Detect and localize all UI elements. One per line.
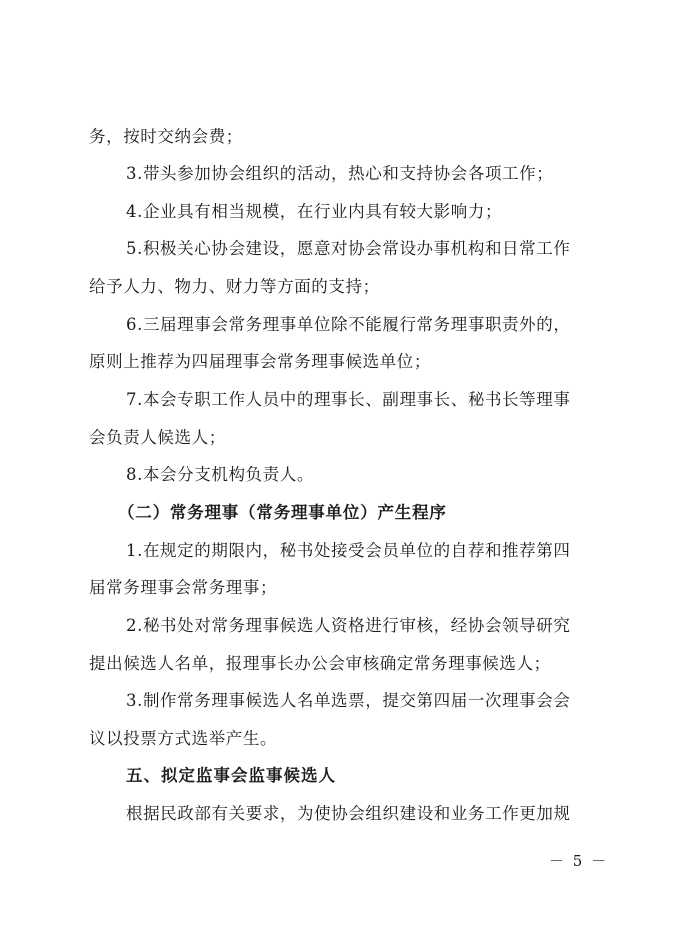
- body-paragraph: 根据民政部有关要求，为使协会组织建设和业务工作更加规: [126, 804, 571, 823]
- list-item-5-continued: 给予人力、物力、财力等方面的支持；: [89, 277, 380, 296]
- body-text-line: 务，按时交纳会费；: [89, 127, 243, 146]
- list-item-7: 7.本会专职工作人员中的理事长、副理事长、秘书长等理事: [126, 390, 571, 409]
- list-item-3: 3.带头参加协会组织的活动，热心和支持协会各项工作；: [126, 164, 554, 183]
- page-number: － 5 －: [549, 852, 609, 870]
- procedure-item-3-continued: 议以投票方式选举产生。: [89, 729, 278, 748]
- section-subheading: （二）常务理事（常务理事单位）产生程序: [118, 503, 447, 522]
- list-item-5: 5.积极关心协会建设，愿意对协会常设办事机构和日常工作: [126, 239, 571, 258]
- procedure-item-1: 1.在规定的期限内，秘书处接受会员单位的自荐和推荐第四: [126, 541, 571, 560]
- list-item-6: 6.三届理事会常务理事单位除不能履行常务理事职责外的，: [126, 315, 571, 334]
- list-item-4: 4.企业具有相当规模，在行业内具有较大影响力；: [126, 202, 503, 221]
- list-item-7-continued: 会负责人候选人；: [89, 428, 226, 447]
- section-heading: 五、拟定监事会监事候选人: [126, 766, 336, 785]
- procedure-item-1-continued: 届常务理事会常务理事；: [89, 578, 278, 597]
- procedure-item-3: 3.制作常务理事候选人名单选票，提交第四届一次理事会会: [126, 691, 571, 710]
- procedure-item-2: 2.秘书处对常务理事候选人资格进行审核，经协会领导研究: [126, 616, 571, 635]
- procedure-item-2-continued: 提出候选人名单，报理事长办公会审核确定常务理事候选人；: [89, 654, 551, 673]
- list-item-6-continued: 原则上推荐为四届理事会常务理事候选单位；: [89, 352, 431, 371]
- list-item-8: 8.本会分支机构负责人。: [126, 465, 314, 484]
